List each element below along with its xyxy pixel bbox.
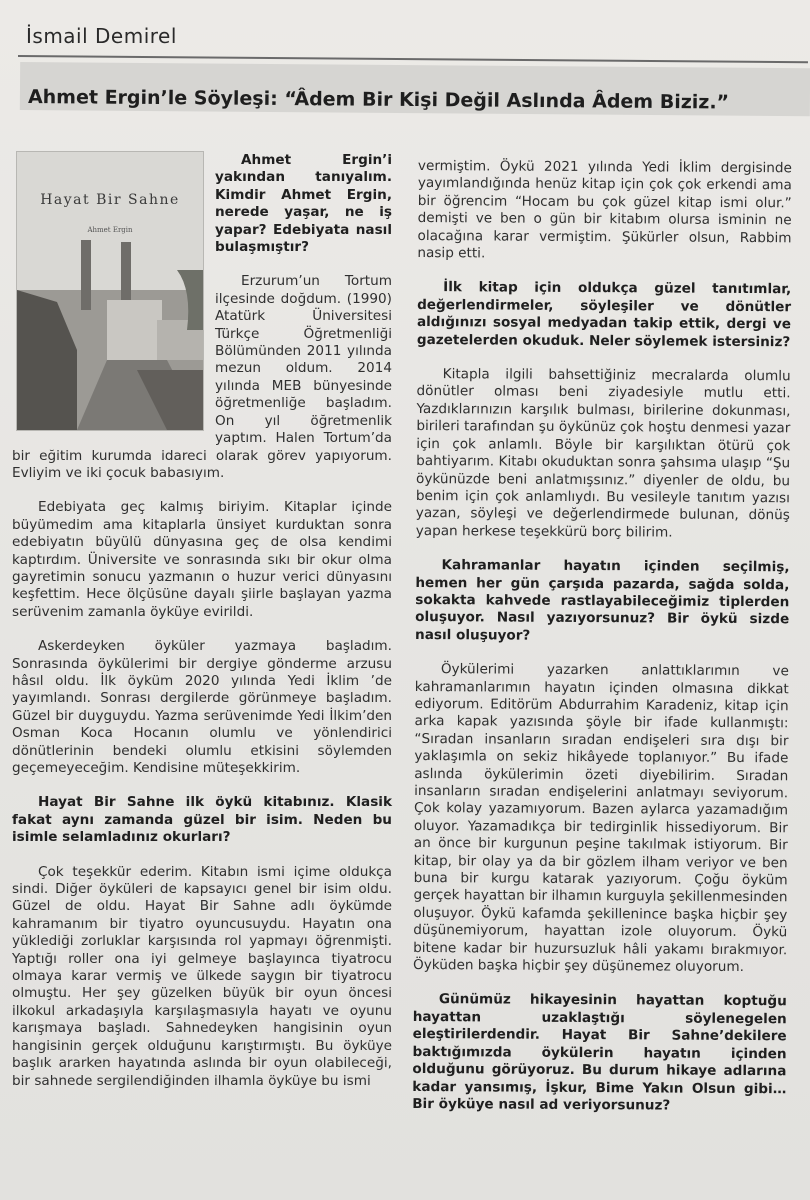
left-column: [12, 152, 392, 1107]
author-name: İsmail Demirel: [26, 24, 177, 48]
answer-paragraph: Edebiyata geç kalmış biriyim. Kitaplar içinde büyümedim ama kitaplarla ünsiyet kurduktan sonra edebiyatın büyülü dünyasına geç de olsa kendimi kaptırdım. Üniversite ve sonrasında sıkı bir okur olma gayretimin sonucu yazmanın o huzur verici dünyasını keşfettim. Hece ölçüsüne dayalı şiirle başlayan yazma serüvenim zamanla öyküye evirildi.: [12, 499, 392, 620]
answer-paragraph: Kitapla ilgili bahsettiğiniz mecralarda olumlu dönütler olması beni ziyadesiyle mutlu etti. Yazdıklarınızın karşılık bulması, birilerine dokunması, birileri tarafından şu öykünüz çok hoştu denmesi yazar için çok anlamlı. Böyle bir karşılıktan ötürü çok bahtiyarım. Kitabı okuduktan sonra şahsıma ulaşıp “Şu öykünüzde beni anlatmışsınız.” diyenler de oldu, bu benim için çok anlamlıydı. Bu vesileyle tanıtım yazısı yazan, söyleşi ve değerlendirmede bulunan, dönüş yapan herkese teşekkürü borç bilirim.: [415, 366, 791, 541]
right-column: [412, 158, 792, 1133]
question-2: Hayat Bir Sahne ilk öykü kitabınız. Klasik fakat aynı zamanda güzel bir isim. Neden bu isimle selamladınız okurları?: [12, 794, 392, 846]
answer-paragraph: Çok teşekkür ederim. Kitabın ismi içime oldukça sindi. Diğer öyküleri de kapsayıcı genel bir isim oldu. Güzel de oldu. Hayat Bir Sahne adlı öykümde kahramanım bir tiyatro oyuncusuydu. Hayatın ona yüklediği zorluklar karşısında rol yapmayı öğrenmişti. Yaptığı roller ona iyi gelmeye başlayınca tiyatrocu olmaya karar vermiş ve ülkede saygın bir tiyatrocu olmuştu. Her şey güzelken büyük bir oyun öncesi ilkokul arkadaşıyla karşılaşmasıyla hayatı ve oyunu karışmaya başladı. Sahnedeyken hangisinin oyun hangisinin gerçek olduğunu karıştırmıştı. Bu öyküye başlık ararken hayatında aslında bir oyun olabileceği, bir sahnede sergilendiğinden ilhamla öyküye bu ismi: [12, 863, 392, 1089]
book-cover: [17, 152, 203, 430]
book-cover-author: Ahmet Ergin: [87, 226, 133, 234]
question-4: Kahramanlar hayatın içinden seçilmiş, hemen her gün çarşıda pazarda, sağda solda, sokakta kahvede rastlayabileceğimiz tiplerden oluşuyor. Nasıl yazıyorsunuz? Bir öykü sizde nasıl oluşuyor?: [415, 557, 790, 644]
answer-paragraph: Askerdeyken öyküler yazmaya başladım. Sonrasında öykülerimi bir dergiye gönderme arzusu hâsıl oldu. İlk öyküm 2020 yılında Yedi İklim ’de yayımlandı. Sonrası dergilerde görünmeye başladım. Güzel bir duyguydu. Yazma serüvenimde Yedi İlkim’den Osman Koca Hocanın olumlu ve yönlendirici dönütlerinin bendeki olumlu etkisini söylemden geçemeyeceğim. Kendisine müteşekkirim.: [12, 638, 392, 776]
article-title: Ahmet Ergin’le Söyleşi: “Âdem Bir Kişi Değil Aslında Âdem Biziz.”: [27, 86, 730, 114]
answer-paragraph: vermiştim. Öykü 2021 yılında Yedi İklim dergisinde yayımlandığında henüz kitap için çok çok erkendi ama bir öğrencim “Hocam bu çok güzel kitap ismi olur.” demişti ve ben o gün bir kitabım olursa isminin ne olacağına karar vermiştim. Şükürler olsun, Rabbim nasip etti.: [417, 158, 792, 262]
question-1: Ahmet Ergin’i yakından tanıyalım. Kimdir Ahmet Ergin, nerede yaşar, ne iş yapar? Edebiyata nasıl bulaşmıştır?: [215, 152, 392, 256]
cover-photo-illustration: [17, 230, 203, 430]
book-cover-title: Hayat Bir Sahne: [40, 192, 180, 208]
question-5: Günümüz hikayesinin hayattan koptuğu hayattan uzaklaştığı söylenegelen eleştirilerdendir. Hayat Bir Sahne’dekilere baktığımızda öykülerin hayatın içinden olduğunu görüyoruz. Bu durum hikaye adlarına kadar yansımış, İşkur, Bime Yakın Olsun gibi… Bir öyküye nasıl ad veriyorsunuz?: [412, 991, 787, 1114]
answer-paragraph: Erzurum’un Tortum ilçesinde doğdum. (1990) Atatürk Üniversitesi Türkçe Öğretmenliği Bölümünden 2011 yılında mezun oldum. 2014 yılında MEB bünyesinde öğretmenliğe başladım. On yıl öğretmenlik yaptım. Halen Tortum’da bir eğitim kurumda idareci olarak görev yapıyorum. Evliyim ve iki çocuk babasıyım.: [12, 273, 392, 481]
answer-paragraph: Öykülerimi yazarken anlattıklarımın ve kahramanlarımın hayatın içinden olmasına dikkat ediyorum. Editörüm Abdurrahim Karadeniz, kitap için arka kapak yazısında şöyle bir ifade kullanmıştı: “Sıradan insanların sıradan endişeleri sıra dışı bir yaklaşımla on sekiz hikâyede toplanıyor.” Bu ifade aslında öykülerimin özeti diyebilirim. Sıradan insanların sıradan endişelerini anlatmayı seviyorum. Çok kolay yazamıyorum. Bazen aylarca yazamadığım oluyor. Yazamadıkça bir tedirginlik hissediyorum. Bir an önce bir kurgunun peşine takılmak istiyorum. Bir kitap, bir olay ya da bir gözlem ilham veriyor ve ben buna bir kurgu katarak yazıyorum. Çoğu öyküm gerçek hayattan bir ilhamın kurguyla şekillenmesinden oluşuyor. Öykü kafamda şekillenince başka hiçbir şey düşünemiyorum, hayattan izole oluyorum. Öykü bitene kadar bir huzursuzluk hâli yakamı bırakmıyor. Öyküden başka hiçbir şey düşünemez oluyorum.: [413, 661, 789, 976]
question-3: İlk kitap için oldukça güzel tanıtımlar, değerlendirmeler, söyleşiler ve dönütler aldığınızı sosyal medyadan takip ettik, dergi ve gazetelerden okuduk. Neler söylemek istersiniz?: [416, 279, 792, 350]
